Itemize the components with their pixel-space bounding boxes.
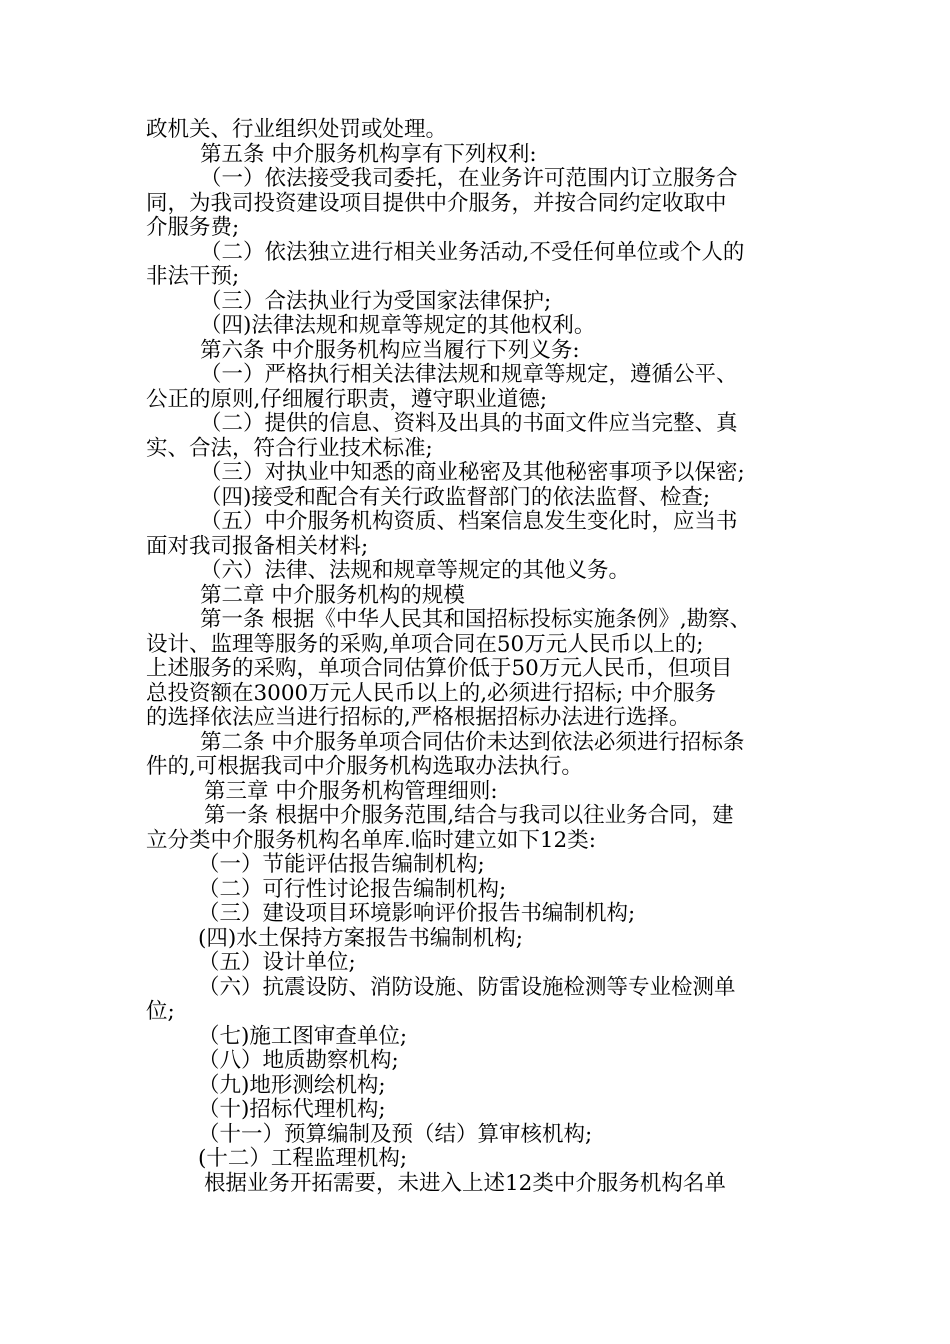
text-line: （六）抗震设防、消防设施、防雷设施检测等专业检测单	[198, 974, 736, 1000]
text-line: （二）依法独立进行相关业务活动,不受任何单位或个人的	[200, 239, 745, 265]
text-line: 立分类中介服务机构名单库.临时建立如下12类:	[146, 827, 596, 853]
text-line: 总投资额在3000万元人民币以上的,必须进行招标; 中介服务	[146, 680, 717, 706]
text-line: 同，为我司投资建设项目提供中介服务，并按合同约定收取中	[146, 190, 727, 216]
text-line: （九)地形测绘机构;	[198, 1072, 386, 1098]
text-line: （五）中介服务机构资质、档案信息发生变化时，应当书	[200, 509, 738, 534]
text-line: 非法干预;	[146, 264, 240, 289]
text-line: （一）节能评估报告编制机构;	[198, 852, 485, 877]
text-line: 第一条 根据中介服务范围,结合与我司以往业务合同，建	[204, 803, 734, 828]
text-line: 公正的原则,仔细履行职责，遵守职业道德;	[146, 386, 548, 412]
text-line: （六）法律、法规和规章等规定的其他义务。	[200, 558, 631, 583]
text-line: （八）地质勘察机构;	[198, 1048, 399, 1073]
text-line: 第三章 中介服务机构管理细则:	[204, 778, 498, 804]
text-line: 介服务费;	[146, 215, 240, 240]
text-line: (四)水土保持方案报告书编制机构;	[198, 925, 524, 951]
document-body	[146, 118, 814, 1196]
text-line: 上述服务的采购，单项合同估算价低于50万元人民币，但项目	[146, 656, 733, 681]
text-line: （三）对执业中知悉的商业秘密及其他秘密事项予以保密;	[200, 460, 745, 485]
text-line: （二）提供的信息、资料及出具的书面文件应当完整、真	[200, 411, 738, 436]
text-line: （十一）预算编制及预（结）算审核机构;	[198, 1121, 593, 1147]
text-line: （十)招标代理机构;	[198, 1097, 386, 1122]
text-line: （四)接受和配合有关行政监督部门的依法监督、检查;	[200, 484, 711, 510]
text-line: （五）设计单位;	[198, 950, 356, 975]
text-line: 第五条 中介服务机构享有下列权利:	[200, 141, 537, 167]
text-line: 面对我司报备相关材料;	[146, 533, 369, 559]
text-line: （二）可行性讨论报告编制机构;	[198, 876, 507, 902]
text-line: 第一条 根据《中华人民其和国招标投标实施条例》,勘察、	[200, 607, 752, 632]
text-line: （一）严格执行相关法律法规和规章等规定，遵循公平、	[200, 362, 738, 387]
text-line: 根据业务开拓需要，未进入上述12类中介服务机构名单	[204, 1170, 726, 1196]
text-line: 件的,可根据我司中介服务机构选取办法执行。	[146, 754, 583, 779]
text-line: 第六条 中介服务机构应当履行下列义务:	[200, 337, 580, 363]
text-line: 政机关、行业组织处罚或处理。	[146, 117, 448, 142]
text-line: 位;	[146, 999, 175, 1024]
text-line: 设计、监理等服务的采购,单项合同在50万元人民币以上的;	[146, 631, 704, 657]
text-line: 第二条 中介服务单项合同估价未达到依法必须进行招标条	[200, 729, 745, 755]
text-line: 实、合法，符合行业技术标准;	[146, 435, 433, 461]
text-line: （四)法律法规和规章等规定的其他权利。	[200, 313, 596, 338]
text-line: （一）依法接受我司委托，在业务许可范围内订立服务合	[200, 166, 738, 191]
text-line: （三）合法执业行为受国家法律保护;	[200, 288, 552, 314]
text-line: （三）建设项目环境影响评价报告书编制机构;	[198, 901, 636, 926]
text-line: 第二章 中介服务机构的规模	[200, 582, 465, 608]
text-line: 的选择依法应当进行招标的,严格根据招标办法进行选择。	[146, 705, 691, 730]
text-line: (十二）工程监理机构;	[198, 1146, 408, 1171]
text-line: （七)施工图审查单位;	[198, 1023, 408, 1049]
